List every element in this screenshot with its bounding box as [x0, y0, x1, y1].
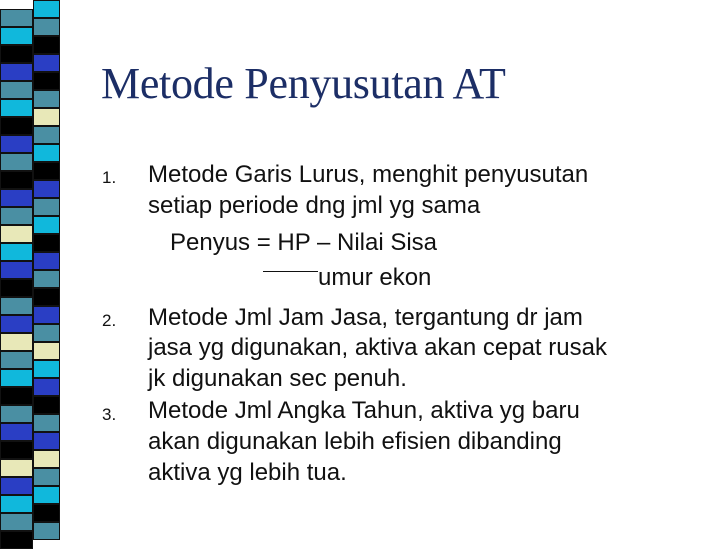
slide-title: Metode Penyusutan AT — [101, 59, 506, 108]
list-number-2: 2. — [102, 311, 117, 330]
item-3-line-2: akan digunakan lebih efisien dibanding — [148, 428, 562, 455]
list-number-1: 1. — [102, 168, 117, 187]
item-3-line-1: Metode Jml Angka Tahun, aktiva yg baru — [148, 397, 580, 424]
item-1-line-1: Metode Garis Lurus, menghit penyusutan — [148, 161, 589, 188]
item-3-line-3: aktiva yg lebih tua. — [148, 459, 347, 486]
formula-denominator: umur ekon — [318, 264, 432, 291]
item-2-line-1: Metode Jml Jam Jasa, tergantung dr jam — [148, 304, 583, 331]
list-number-3: 3. — [102, 405, 117, 424]
item-1-line-2: setiap periode dng jml yg sama — [148, 192, 481, 219]
item-2-line-2: jasa yg digunakan, aktiva akan cepat rusak — [148, 334, 607, 361]
fraction-bar — [263, 271, 318, 272]
formula-numerator: Penyus = HP – Nilai Sisa — [170, 229, 438, 256]
item-2-line-3: jk digunakan sec penuh. — [148, 365, 407, 392]
